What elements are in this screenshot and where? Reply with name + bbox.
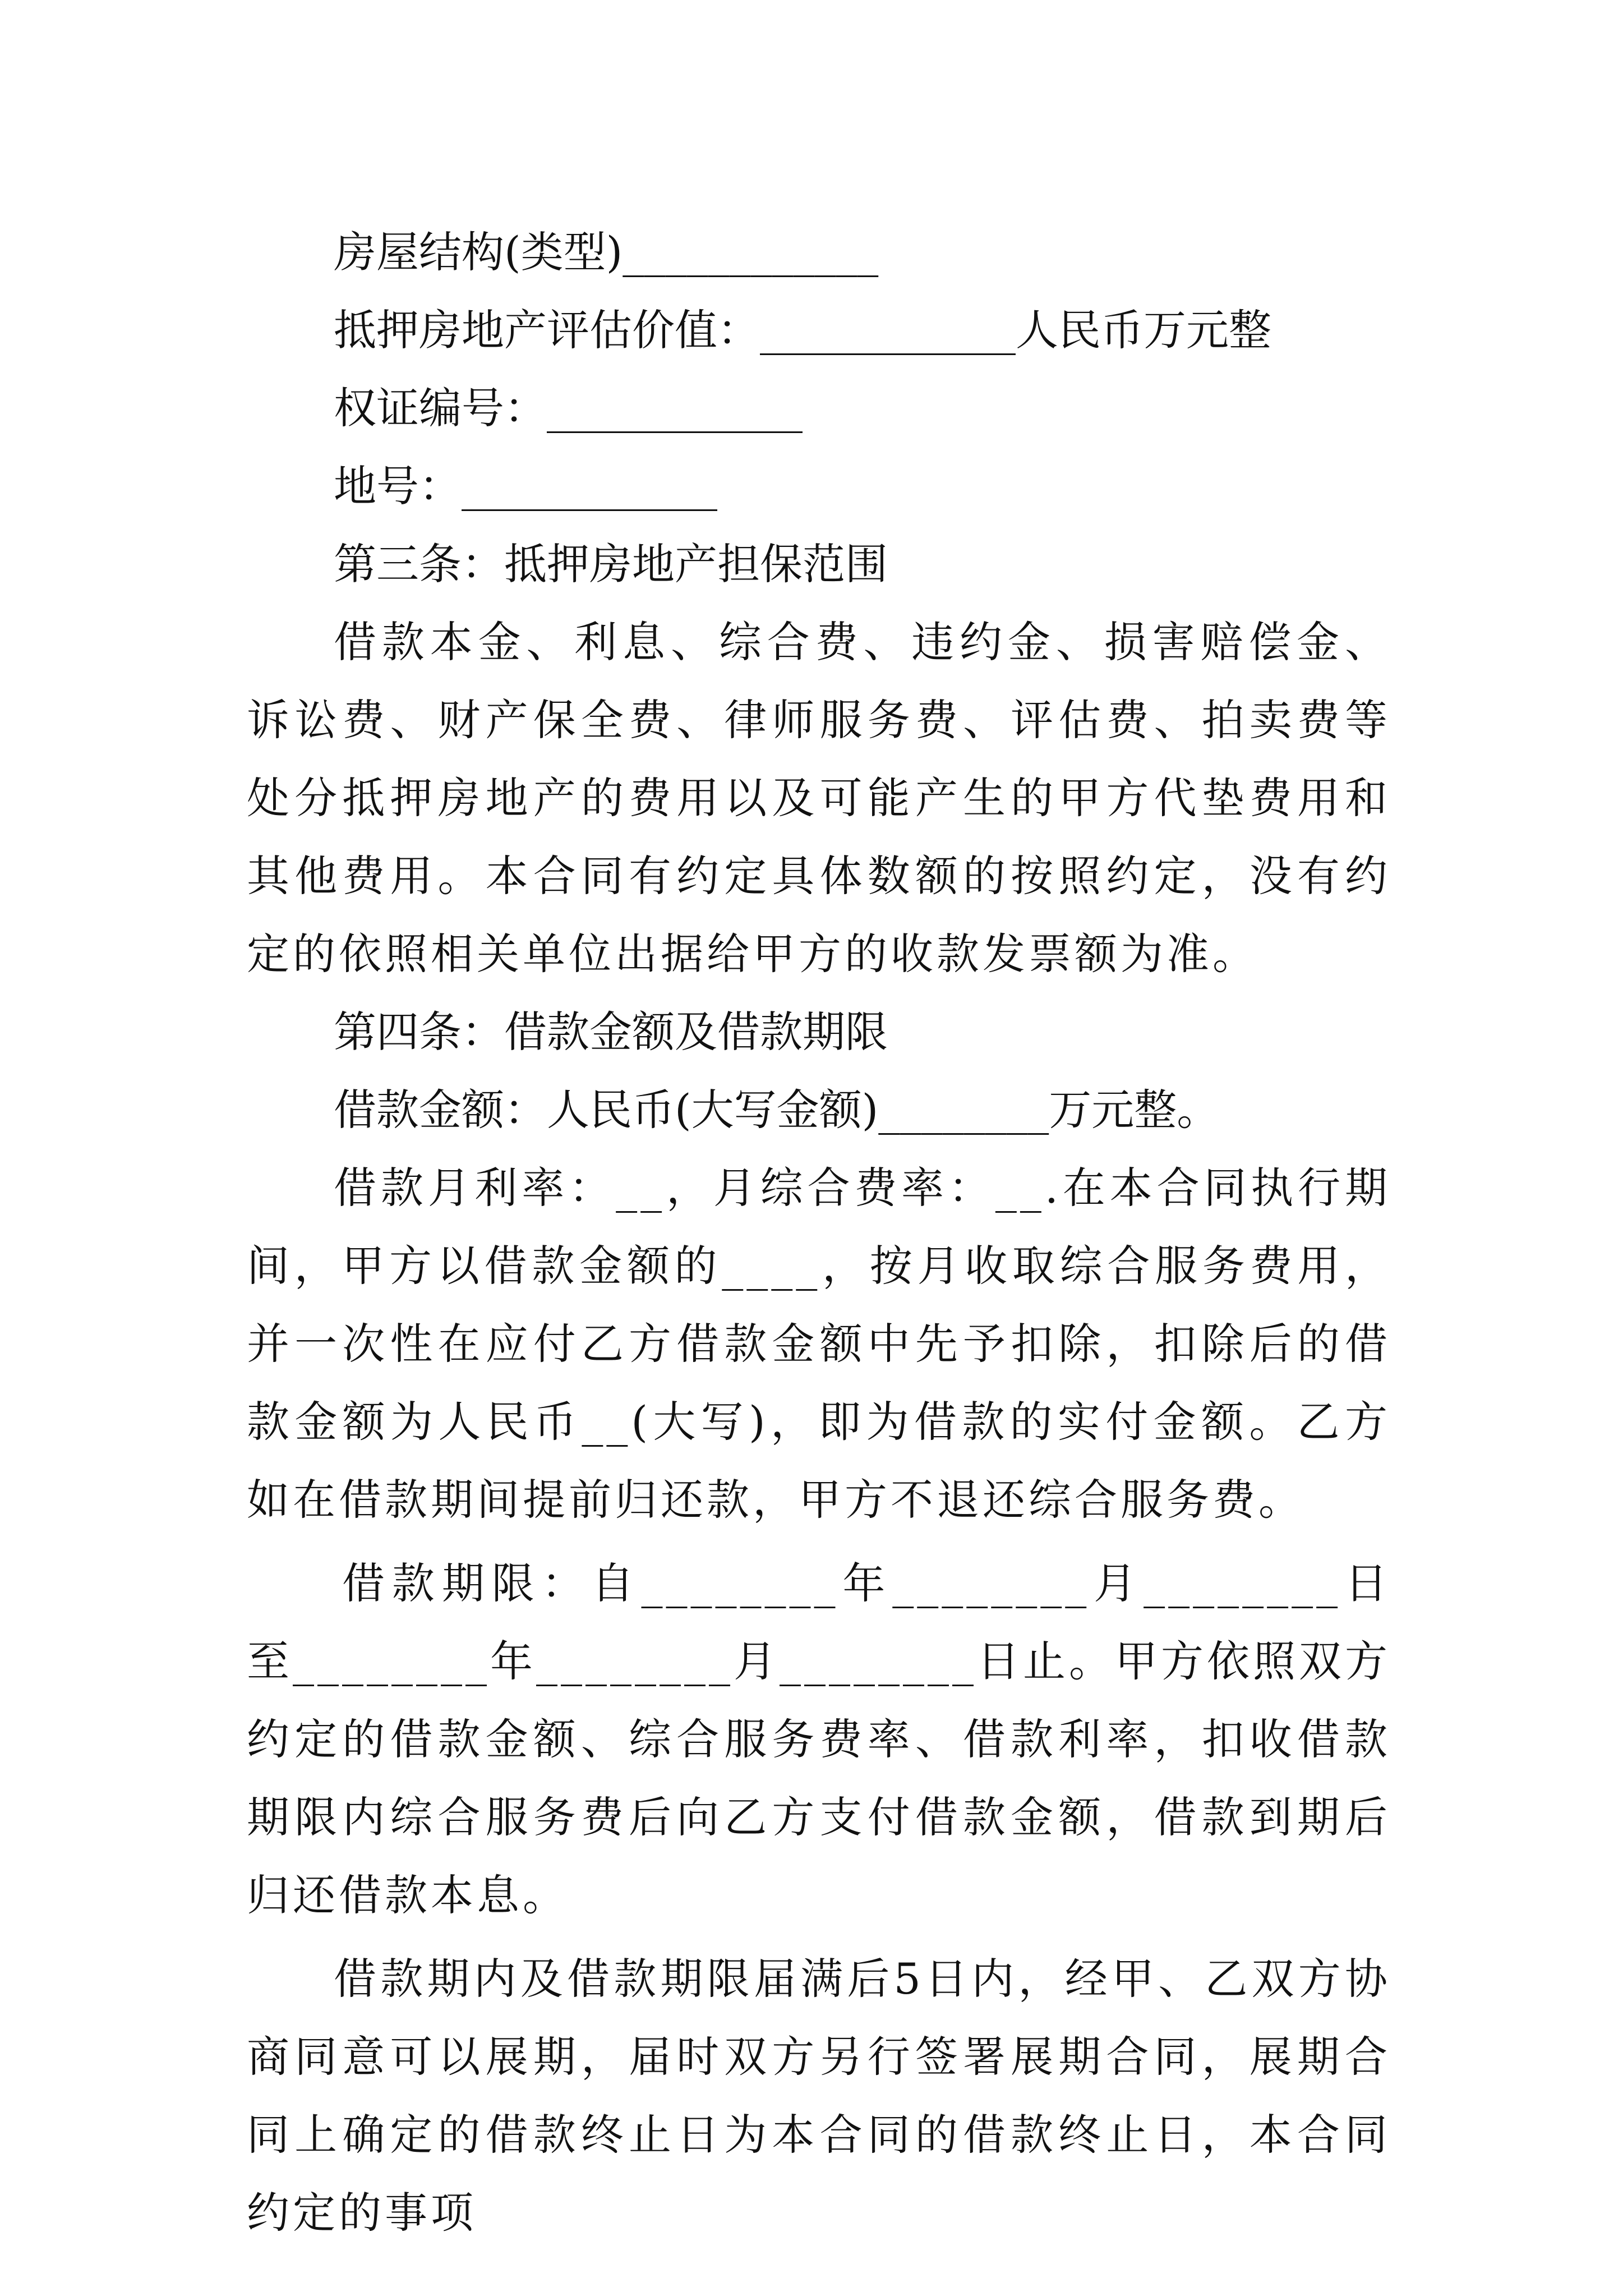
spacer: [247, 1539, 1391, 1544]
certificate-number-line: 权证编号：____________: [334, 383, 803, 433]
house-structure-line: 房屋结构(类型)____________: [334, 227, 879, 277]
loan-term-paragraph: 借款期限：自________年________月________日至________年________月________日止。甲方依照双方约定的借款金额、综合服务费率、借款利率，扣收借款期限内综合服务费后向乙方支付借款金额，借款到期后归还借款本息。: [247, 1558, 1391, 1920]
lot-number-line: 地号：____________: [334, 461, 717, 511]
article-4-heading: 第四条：借款金额及借款期限: [334, 1007, 888, 1057]
document-body: [247, 213, 1391, 2252]
article-3-heading: 第三条：抵押房地产担保范围: [334, 539, 888, 589]
article-3-paragraph: 借款本金、利息、综合费、违约金、损害赔偿金、诉讼费、财产保全费、律师服务费、评估费、拍卖费等处分抵押房地产的费用以及可能产生的甲方代垫费用和其他费用。本合同有约定具体数额的按照约定，没有约定的依照相关单位出据给甲方的收款发票额为准。: [247, 617, 1391, 979]
loan-amount-line: 借款金额：人民币(大写金额)________万元整。: [334, 1085, 1220, 1135]
valuation-line: 抵押房地产评估价值：____________人民币万元整: [334, 305, 1271, 355]
interest-rate-paragraph: 借款月利率：__，月综合费率：__.在本合同执行期间，甲方以借款金额的____，按月收取综合服务费用，并一次性在应付乙方借款金额中先予扣除，扣除后的借款金额为人民币__(大写)，即为借款的实付金额。乙方如在借款期间提前归还款，甲方不退还综合服务费。: [247, 1163, 1391, 1525]
spacer: [247, 1934, 1391, 1940]
extension-paragraph: 借款期内及借款期限届满后5日内，经甲、乙双方协商同意可以展期，届时双方另行签署展期合同，展期合同上确定的借款终止日为本合同的借款终止日，本合同约定的事项: [247, 1954, 1391, 2238]
